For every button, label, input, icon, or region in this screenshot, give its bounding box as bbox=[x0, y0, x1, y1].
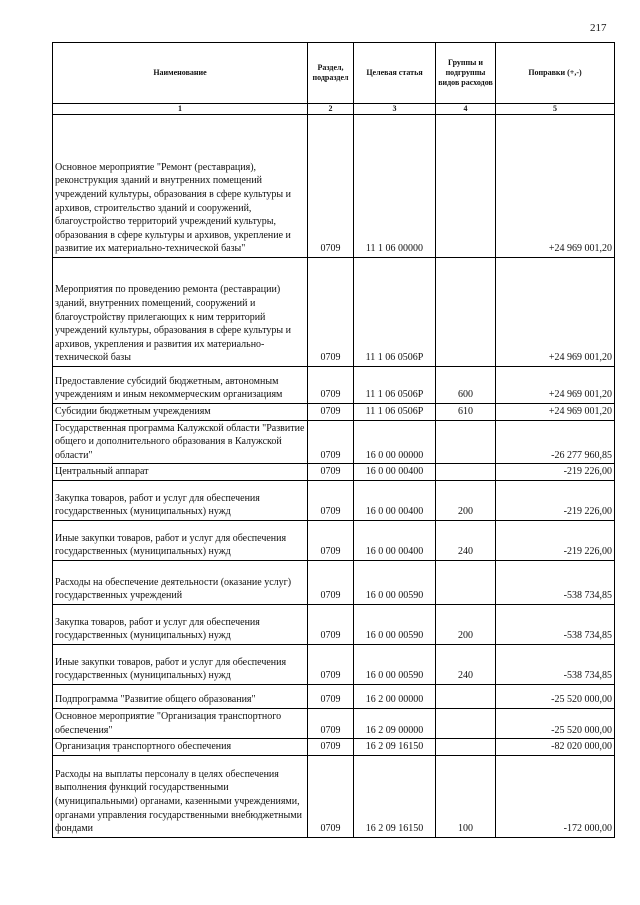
row-section: 0709 bbox=[308, 115, 354, 258]
row-section: 0709 bbox=[308, 258, 354, 367]
row-amount: +24 969 001,20 bbox=[496, 115, 615, 258]
row-target: 11 1 06 0506Р bbox=[354, 258, 436, 367]
row-group bbox=[436, 464, 496, 481]
row-group: 240 bbox=[436, 644, 496, 684]
row-target: 16 0 00 00590 bbox=[354, 604, 436, 644]
header-row bbox=[53, 43, 615, 104]
row-group: 100 bbox=[436, 755, 496, 837]
table-body bbox=[53, 115, 615, 838]
row-name: Предоставление субсидий бюджетным, автономным учреждениям и иным некоммерческим организациям bbox=[53, 367, 308, 404]
column-number: 5 bbox=[496, 104, 615, 115]
row-group: 240 bbox=[436, 520, 496, 560]
row-target: 16 0 00 00400 bbox=[354, 520, 436, 560]
header-section: Раздел, подраздел bbox=[308, 43, 354, 104]
table-row bbox=[53, 404, 615, 421]
row-amount: +24 969 001,20 bbox=[496, 404, 615, 421]
row-amount: -82 020 000,00 bbox=[496, 739, 615, 756]
row-target: 16 2 09 16150 bbox=[354, 755, 436, 837]
row-group bbox=[436, 560, 496, 604]
row-amount: -538 734,85 bbox=[496, 560, 615, 604]
table-row bbox=[53, 755, 615, 837]
column-number: 3 bbox=[354, 104, 436, 115]
page-number: 217 bbox=[590, 22, 607, 34]
column-number: 2 bbox=[308, 104, 354, 115]
row-name: Мероприятия по проведению ремонта (реставрации) зданий, внутренних помещений, сооружений и благоустройству прилегающих к ним территорий учреждений культуры, образования в сфере культуры и архивов, укрепления и развития их материально-технической базы bbox=[53, 258, 308, 367]
column-number-row bbox=[53, 104, 615, 115]
row-amount: -25 520 000,00 bbox=[496, 684, 615, 708]
row-target: 11 1 06 0506Р bbox=[354, 404, 436, 421]
row-target: 16 0 00 00400 bbox=[354, 464, 436, 481]
table-row bbox=[53, 258, 615, 367]
column-number: 1 bbox=[53, 104, 308, 115]
row-name: Центральный аппарат bbox=[53, 464, 308, 481]
row-name: Основное мероприятие "Организация транспортного обеспечения" bbox=[53, 708, 308, 738]
row-name: Закупка товаров, работ и услуг для обеспечения государственных (муниципальных) нужд bbox=[53, 604, 308, 644]
row-section: 0709 bbox=[308, 367, 354, 404]
row-name: Подпрограмма "Развитие общего образования" bbox=[53, 684, 308, 708]
table-row bbox=[53, 739, 615, 756]
table-row bbox=[53, 367, 615, 404]
row-amount: +24 969 001,20 bbox=[496, 367, 615, 404]
row-group bbox=[436, 258, 496, 367]
row-section: 0709 bbox=[308, 464, 354, 481]
row-group bbox=[436, 115, 496, 258]
row-group bbox=[436, 420, 496, 464]
row-group bbox=[436, 684, 496, 708]
table-row bbox=[53, 480, 615, 520]
column-number: 4 bbox=[436, 104, 496, 115]
row-group: 610 bbox=[436, 404, 496, 421]
row-name: Организация транспортного обеспечения bbox=[53, 739, 308, 756]
row-target: 16 0 00 00590 bbox=[354, 560, 436, 604]
row-target: 16 0 00 00590 bbox=[354, 644, 436, 684]
table-row bbox=[53, 708, 615, 738]
header-target: Целевая статья bbox=[354, 43, 436, 104]
table-row bbox=[53, 520, 615, 560]
row-group: 600 bbox=[436, 367, 496, 404]
row-name: Субсидии бюджетным учреждениям bbox=[53, 404, 308, 421]
row-group: 200 bbox=[436, 480, 496, 520]
row-section: 0709 bbox=[308, 520, 354, 560]
row-section: 0709 bbox=[308, 480, 354, 520]
row-target: 16 2 09 16150 bbox=[354, 739, 436, 756]
row-name: Расходы на выплаты персоналу в целях обеспечения выполнения функций государственными (муниципальными) органами, казенными учреждениями, органами управления государственными внебюджетными фондами bbox=[53, 755, 308, 837]
row-section: 0709 bbox=[308, 604, 354, 644]
table-row bbox=[53, 420, 615, 464]
row-name: Иные закупки товаров, работ и услуг для обеспечения государственных (муниципальных) нужд bbox=[53, 520, 308, 560]
row-amount: -538 734,85 bbox=[496, 644, 615, 684]
row-name: Основное мероприятие "Ремонт (реставрация), реконструкция зданий и внутренних помещений учреждений культуры, образования в сфере культуры и архивов, строительство зданий и сооружений, благоустройство территорий учреждений культуры, образования в сфере культуры и архивов, укрепление и развитие их материально-технической базы" bbox=[53, 115, 308, 258]
row-amount: -219 226,00 bbox=[496, 480, 615, 520]
row-amount: -538 734,85 bbox=[496, 604, 615, 644]
row-name: Иные закупки товаров, работ и услуг для обеспечения государственных (муниципальных) нужд bbox=[53, 644, 308, 684]
row-target: 16 0 00 00400 bbox=[354, 480, 436, 520]
header-group: Группы и подгруппы видов расходов bbox=[436, 43, 496, 104]
row-group: 200 bbox=[436, 604, 496, 644]
row-group bbox=[436, 708, 496, 738]
table-row bbox=[53, 560, 615, 604]
row-target: 16 2 09 00000 bbox=[354, 708, 436, 738]
row-amount: -25 520 000,00 bbox=[496, 708, 615, 738]
header-amount: Поправки (+,-) bbox=[496, 43, 615, 104]
row-target: 11 1 06 00000 bbox=[354, 115, 436, 258]
row-target: 11 1 06 0506Р bbox=[354, 367, 436, 404]
table-row bbox=[53, 644, 615, 684]
row-name: Расходы на обеспечение деятельности (оказание услуг) государственных учреждений bbox=[53, 560, 308, 604]
row-section: 0709 bbox=[308, 560, 354, 604]
table-row bbox=[53, 115, 615, 258]
row-name: Закупка товаров, работ и услуг для обеспечения государственных (муниципальных) нужд bbox=[53, 480, 308, 520]
row-section: 0709 bbox=[308, 708, 354, 738]
row-section: 0709 bbox=[308, 420, 354, 464]
budget-table bbox=[52, 42, 615, 838]
table-row bbox=[53, 684, 615, 708]
table-row bbox=[53, 604, 615, 644]
row-amount: -219 226,00 bbox=[496, 520, 615, 560]
row-section: 0709 bbox=[308, 739, 354, 756]
row-section: 0709 bbox=[308, 755, 354, 837]
row-target: 16 2 00 00000 bbox=[354, 684, 436, 708]
row-target: 16 0 00 00000 bbox=[354, 420, 436, 464]
row-amount: -26 277 960,85 bbox=[496, 420, 615, 464]
table-row bbox=[53, 464, 615, 481]
row-amount: -219 226,00 bbox=[496, 464, 615, 481]
header-name: Наименование bbox=[53, 43, 308, 104]
row-name: Государственная программа Калужской области "Развитие общего и дополнительного образования в Калужской области" bbox=[53, 420, 308, 464]
row-amount: +24 969 001,20 bbox=[496, 258, 615, 367]
row-amount: -172 000,00 bbox=[496, 755, 615, 837]
row-section: 0709 bbox=[308, 644, 354, 684]
row-section: 0709 bbox=[308, 684, 354, 708]
row-section: 0709 bbox=[308, 404, 354, 421]
row-group bbox=[436, 739, 496, 756]
